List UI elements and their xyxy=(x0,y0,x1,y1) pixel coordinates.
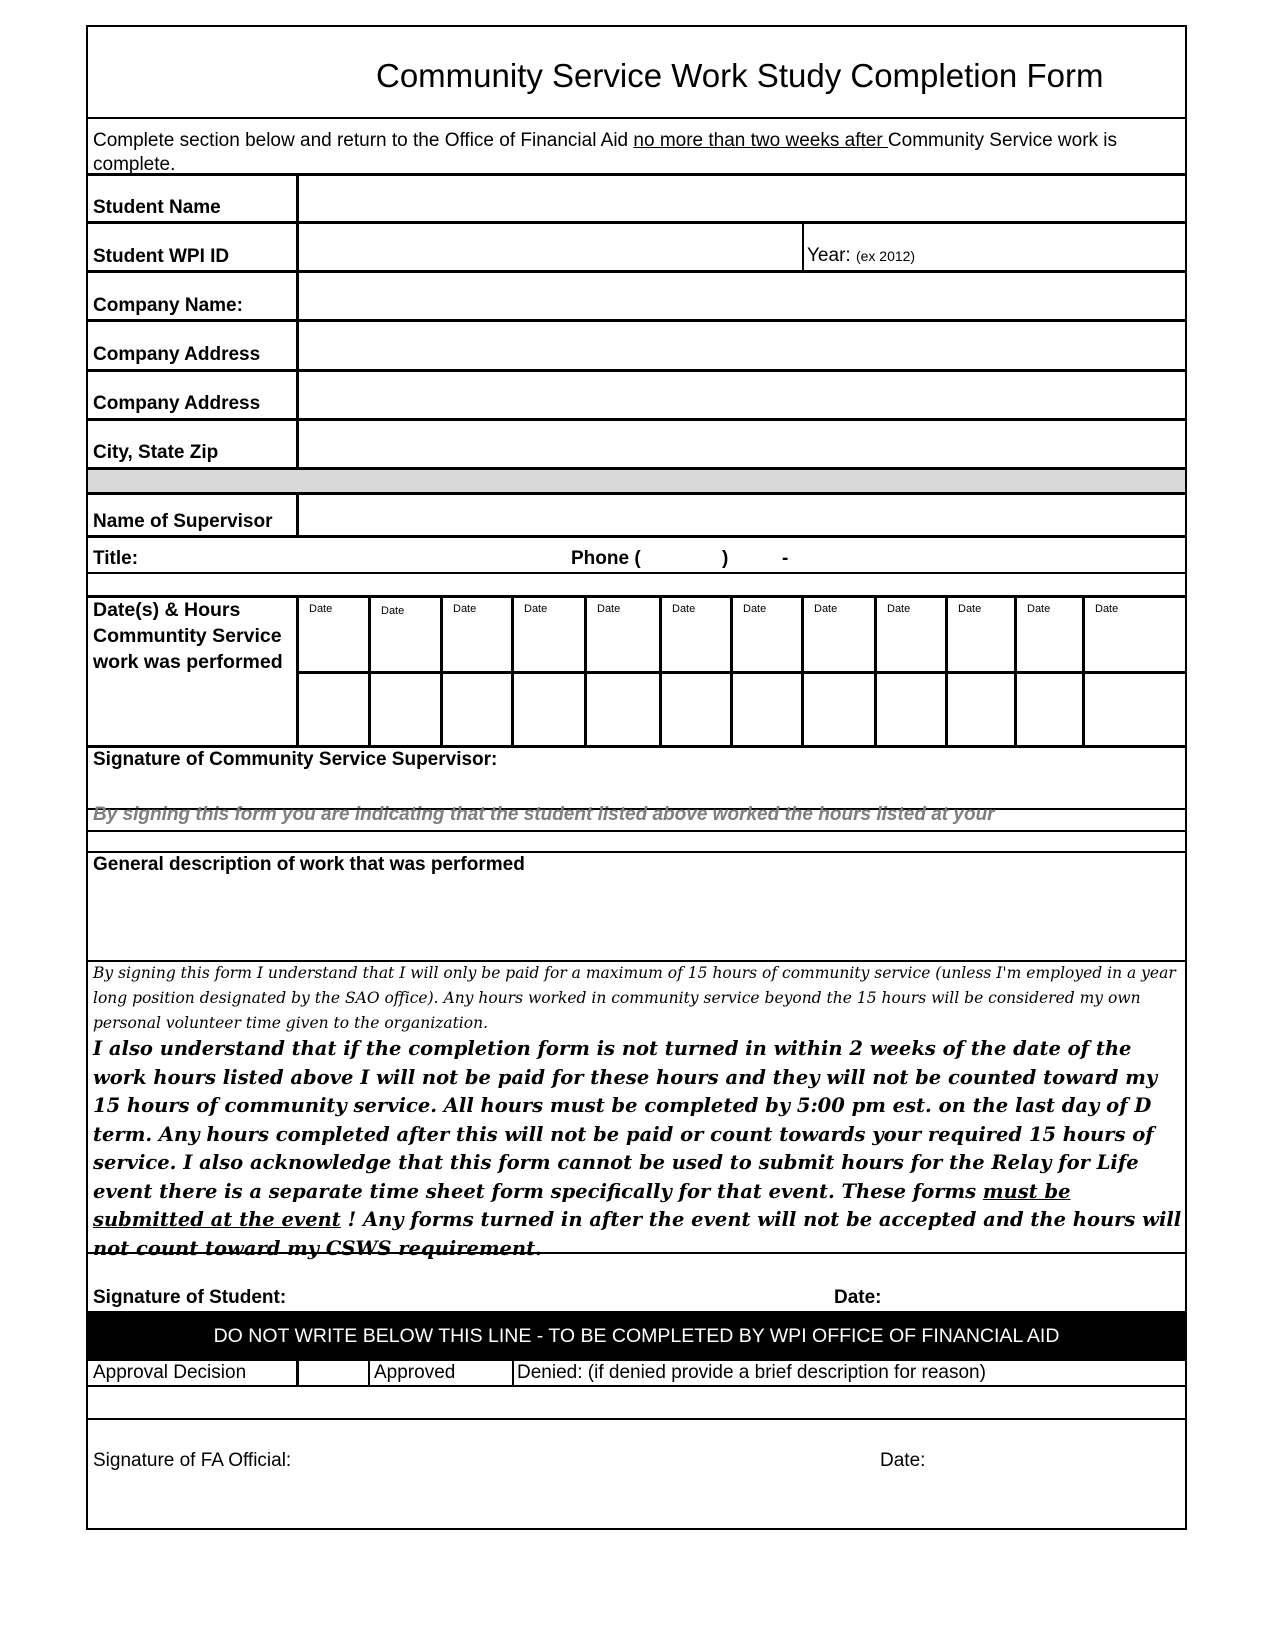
company-address-2-field[interactable] xyxy=(300,373,1183,417)
city-state-zip-field[interactable] xyxy=(300,422,1183,466)
company-name-field[interactable] xyxy=(300,274,1183,318)
date-cell[interactable] xyxy=(948,598,1013,670)
date-header: Date xyxy=(524,603,548,615)
date-cell[interactable] xyxy=(299,598,367,670)
office-use-banner: DO NOT WRITE BELOW THIS LINE - TO BE COMPLETED BY WPI OFFICE OF FINANCIAL AID xyxy=(88,1311,1185,1361)
date-header: Date xyxy=(814,603,838,615)
student-signature-label: Signature of Student: xyxy=(93,1287,287,1308)
divider xyxy=(296,1359,299,1385)
agreement-bold-underlined: must be submitted at the event xyxy=(93,1179,1071,1231)
divider xyxy=(368,1359,370,1385)
hours-cell[interactable] xyxy=(804,674,873,744)
date-cell[interactable] xyxy=(514,598,583,670)
date-cell[interactable] xyxy=(877,598,944,670)
divider xyxy=(88,270,1185,273)
description-field[interactable] xyxy=(88,879,1185,959)
year-label: Year: xyxy=(807,245,851,266)
intro-text xyxy=(93,129,1183,177)
divider xyxy=(802,222,804,270)
dates-label-line3: work was performed xyxy=(93,651,283,673)
phone-label: Phone ( xyxy=(571,548,641,569)
date-cell[interactable] xyxy=(1017,598,1081,670)
completion-form xyxy=(86,25,1187,1530)
divider xyxy=(88,319,1185,322)
divider xyxy=(88,745,1185,748)
date-header: Date xyxy=(309,603,333,615)
intro-before: Complete section below and return to the Office of Financial Aid xyxy=(93,130,634,151)
date-header: Date xyxy=(453,603,477,615)
student-date-field[interactable] xyxy=(893,1267,1173,1307)
date-header: Date xyxy=(1027,603,1051,615)
company-address-1-label: Company Address xyxy=(93,344,261,365)
supervisor-name-label: Name of Supervisor xyxy=(93,511,273,532)
student-wpi-id-label: Student WPI ID xyxy=(93,246,230,267)
date-cell[interactable] xyxy=(1085,598,1184,670)
hours-cell[interactable] xyxy=(948,674,1013,744)
date-cell[interactable] xyxy=(371,598,439,670)
approval-decision-label: Approval Decision xyxy=(93,1362,247,1383)
student-name-field[interactable] xyxy=(300,177,1183,221)
divider xyxy=(88,830,1185,832)
form-title: Community Service Work Study Completion Form xyxy=(376,57,1104,94)
intro-after: Community Service work is complete. xyxy=(93,130,1118,175)
city-state-zip-label: City, State Zip xyxy=(93,442,219,463)
date-cell[interactable] xyxy=(733,598,800,670)
denied-option[interactable]: Denied: (if denied provide a brief description for reason) xyxy=(517,1362,986,1383)
company-address-2-label: Company Address xyxy=(93,393,261,414)
approved-option[interactable]: Approved xyxy=(374,1362,456,1383)
date-cell[interactable] xyxy=(804,598,873,670)
supervisor-name-field[interactable] xyxy=(300,496,1183,534)
approval-check-box[interactable] xyxy=(300,1360,366,1384)
phone-close: ) xyxy=(722,548,729,569)
date-header: Date xyxy=(381,605,405,617)
divider xyxy=(88,117,1185,119)
student-name-label: Student Name xyxy=(93,197,221,218)
hours-cell[interactable] xyxy=(662,674,729,744)
date-header: Date xyxy=(743,603,767,615)
divider xyxy=(296,492,299,535)
denial-reason-field[interactable] xyxy=(88,1387,1185,1417)
dates-label-line2: Communtity Service xyxy=(93,625,282,647)
student-signature-field[interactable] xyxy=(303,1267,803,1307)
hours-cell[interactable] xyxy=(299,674,367,744)
fa-date-label: Date: xyxy=(880,1450,926,1471)
divider xyxy=(88,535,1185,538)
date-header: Date xyxy=(672,603,696,615)
divider xyxy=(88,572,1185,574)
divider xyxy=(512,1359,514,1385)
divider xyxy=(88,1418,1185,1420)
fa-date-field[interactable] xyxy=(933,1427,1173,1472)
divider xyxy=(88,369,1185,372)
date-cell[interactable] xyxy=(662,598,729,670)
section-separator xyxy=(88,470,1185,492)
date-header: Date xyxy=(597,603,621,615)
fa-signature-label: Signature of FA Official: xyxy=(93,1450,292,1471)
hours-cell[interactable] xyxy=(1085,674,1184,744)
company-name-label: Company Name: xyxy=(93,295,243,316)
date-header: Date xyxy=(958,603,982,615)
supervisor-signature-label: Signature of Community Service Supervisor: xyxy=(93,749,498,770)
date-header: Date xyxy=(1095,603,1119,615)
agreement-fine-print: By signing this form I understand that I will only be paid for a maximum of 15 hours of community service (unless I'm employed in a year long position designated by the SAO office). Any hours worked in community service beyond the 15 hours will be considered my own personal volunteer time given to the organization. xyxy=(93,964,1176,1032)
supervisor-signature-note: By signing this form you are indicating that the student listed above worked the hours listed at your xyxy=(93,804,995,825)
title-field[interactable] xyxy=(148,539,548,571)
student-wpi-id-field[interactable] xyxy=(300,225,800,269)
divider xyxy=(88,418,1185,421)
hours-cell[interactable] xyxy=(371,674,439,744)
divider xyxy=(88,492,1185,495)
phone-dash: - xyxy=(782,548,789,569)
fa-signature-field[interactable] xyxy=(308,1427,868,1472)
date-header: Date xyxy=(887,603,911,615)
dates-label-line1: Date(s) & Hours xyxy=(93,599,241,621)
hours-cell[interactable] xyxy=(877,674,944,744)
hours-cell[interactable] xyxy=(587,674,658,744)
description-label: General description of work that was performed xyxy=(93,854,525,875)
company-address-1-field[interactable] xyxy=(300,323,1183,367)
phone-field[interactable] xyxy=(648,539,848,571)
supervisor-signature-field[interactable] xyxy=(88,772,1185,807)
hours-cell[interactable] xyxy=(514,674,583,744)
student-date-label: Date: xyxy=(834,1287,882,1308)
date-cell[interactable] xyxy=(443,598,510,670)
year-label-group[interactable] xyxy=(807,245,915,267)
hours-cell[interactable] xyxy=(733,674,800,744)
agreement-bold-after: ! Any forms turned in after the event will not be accepted and the hours will not count toward my CSWS requirement. xyxy=(93,1208,1182,1260)
date-cell[interactable] xyxy=(587,598,658,670)
divider xyxy=(88,1252,1185,1254)
divider xyxy=(88,851,1185,853)
year-hint: (ex 2012) xyxy=(855,248,916,264)
intro-underlined: no more than two weeks after xyxy=(633,130,888,151)
title-label: Title: xyxy=(93,548,139,569)
divider xyxy=(88,221,1185,224)
agreement-bold-text xyxy=(93,1035,1183,1263)
divider xyxy=(88,173,1185,176)
hours-cell[interactable] xyxy=(1017,674,1081,744)
agreement-bold-before: I also understand that if the completion form is not turned in within 2 weeks of the date of the work hours listed above I will not be paid for these hours and they will not be counted toward my 15 hours of community service. All hours must be completed by 5:00 pm est. on the last day of D term. Any hours completed after this will not be paid or count towards your required 15 hours of service. I also acknowledge that this form cannot be used to submit hours for the Relay for Life event there is a separate time sheet form specifically for that event. These forms xyxy=(93,1037,1158,1203)
hours-cell[interactable] xyxy=(443,674,510,744)
